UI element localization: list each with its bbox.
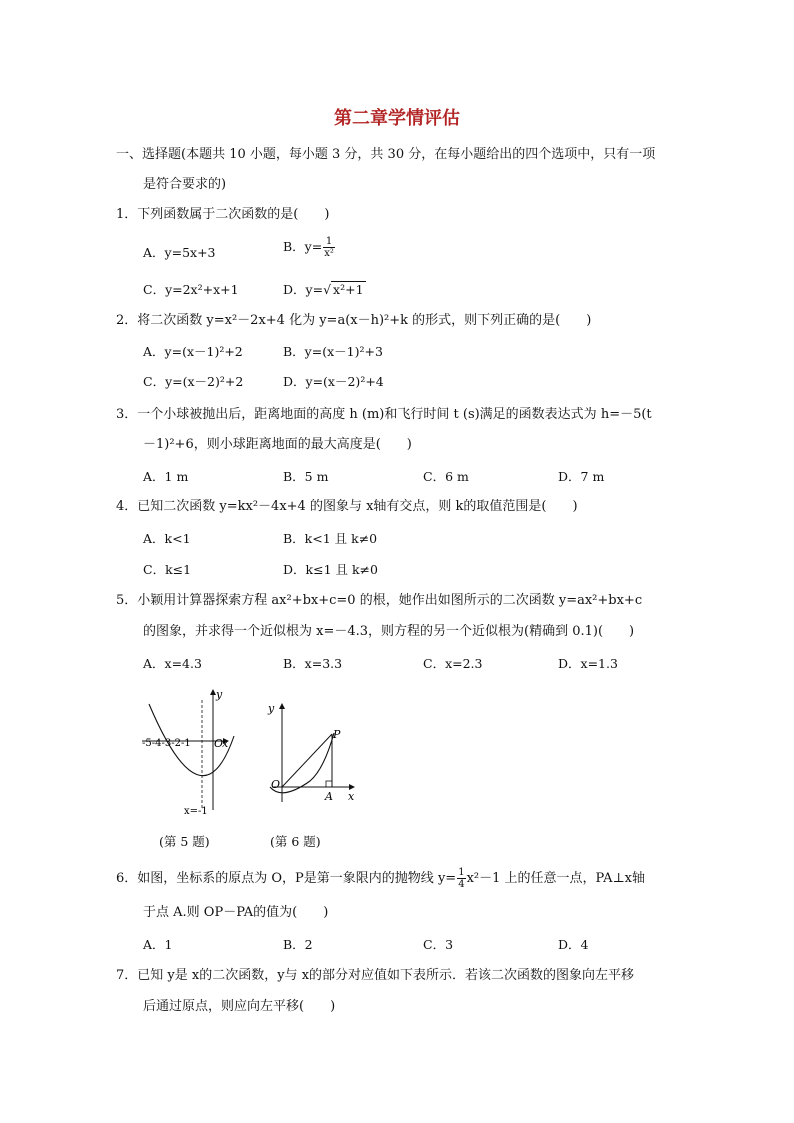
page-title: 第二章学情评估: [334, 108, 460, 129]
q1-option-d-prefix: D．y=: [283, 282, 324, 297]
q5-stem-line2: 的图象，并求得一个近似根为 x=－4.3，则方程的另一个近似根为(精确到 0.1)( ): [143, 624, 635, 639]
q1-option-b-prefix: B．y=: [283, 239, 323, 254]
q6-stem-suffix: x²－1 上的任意一点，PA⊥x轴: [466, 871, 646, 886]
q3-option-b: B．5 m: [283, 469, 329, 484]
q3-option-d: D．7 m: [558, 469, 605, 484]
q1-option-a: A．y=5x+3: [143, 245, 216, 260]
point-p-label: P: [333, 728, 341, 741]
q6-stem-line2: 于点 A.则 OP－PA的值为( ): [143, 905, 329, 920]
q2-option-b: B．y=(x－1)²+3: [283, 344, 383, 359]
q5-option-b: B．x=3.3: [283, 656, 343, 671]
tick-labels: -5-4-3-2-1: [142, 738, 191, 749]
q4-option-c: C．k≤1: [143, 562, 192, 577]
q1-stem: 1．下列函数属于二次函数的是( ): [116, 207, 330, 222]
point-a-label: A: [325, 790, 333, 803]
q3-option-a: A．1 m: [143, 469, 189, 484]
figure-6: [262, 700, 362, 806]
q4-stem: 4．已知二次函数 y=kx²－4x+4 的图象与 x轴有交点，则 k的取值范围是( ): [116, 499, 578, 514]
q4-option-d: D．k≤1 且 k≠0: [283, 562, 378, 577]
figure-6-caption: (第 6 题): [270, 834, 321, 849]
figure-5: [136, 686, 236, 816]
q1-option-d: [283, 281, 366, 299]
axis-of-symmetry-label: x=-1: [184, 806, 208, 816]
q5-stem-line1: 5．小颖用计算器探索方程 ax²+bx+c=0 的根，她作出如图所示的二次函数 y=ax²+bx+c: [116, 593, 643, 608]
fraction-denominator: 4: [458, 879, 465, 890]
q3-stem-line1: 3．一个小球被抛出后，距离地面的高度 h (m)和飞行时间 t (s)满足的函数表达式为 h=－5(t: [116, 407, 652, 422]
q6-stem-line1: [116, 867, 645, 890]
fraction-numerator: 1: [458, 867, 465, 878]
q6-option-b: B．2: [283, 937, 313, 952]
figure-5-caption: (第 5 题): [159, 834, 210, 849]
q1-option-b-fraction: [323, 236, 335, 259]
y-label: y: [216, 688, 223, 701]
q7-stem-line1: 7．已知 y是 x的二次函数，y与 x的部分对应值如下表所示．若该二次函数的图象向左平移: [116, 968, 635, 983]
q6-option-d: D．4: [558, 937, 589, 952]
q4-option-a: A．k<1: [143, 531, 191, 546]
section-heading-cont: 是符合要求的): [143, 177, 227, 192]
section-heading: 一、选择题(本题共 10 小题，每小题 3 分，共 30 分，在每小题给出的四个选项中，只有一项: [116, 147, 656, 162]
x-label: x: [348, 790, 355, 803]
q5-option-a: A．x=4.3: [143, 656, 202, 671]
q6-option-c: C．3: [423, 937, 454, 952]
q1-option-b: [283, 236, 336, 259]
origin-label: O: [214, 737, 224, 750]
q2-option-c: C．y=(x－2)²+2: [143, 374, 244, 389]
right-angle-mark: [326, 781, 332, 787]
q2-stem: 2．将二次函数 y=x²－2x+4 化为 y=a(x－h)²+k 的形式，则下列正确的是( ): [116, 313, 592, 328]
q5-option-c: C．x=2.3: [423, 656, 483, 671]
origin-label: O: [271, 778, 281, 791]
q5-option-d: D．x=1.3: [558, 656, 618, 671]
q7-stem-line2: 后通过原点，则应向左平移( ): [143, 999, 336, 1014]
sqrt-sign: √: [323, 282, 332, 297]
fraction-denominator: x²: [324, 248, 334, 259]
q6-option-a: A．1: [143, 937, 173, 952]
q6-fraction: [457, 867, 465, 890]
q1-option-d-radicand: x²+1: [333, 282, 364, 297]
y-label: y: [268, 702, 275, 715]
q3-option-c: C．6 m: [423, 469, 469, 484]
x-label: x: [222, 737, 229, 750]
q2-option-d: D．y=(x－2)²+4: [283, 374, 384, 389]
q3-stem-line2: －1)²+6，则小球距离地面的最大高度是( ): [143, 437, 412, 452]
q4-option-b: B．k<1 且 k≠0: [283, 531, 378, 546]
q6-stem-prefix: 6．如图，坐标系的原点为 O，P是第一象限内的抛物线 y=: [116, 871, 457, 886]
q1-option-c: C．y=2x²+x+1: [143, 282, 239, 297]
q2-option-a: A．y=(x－1)²+2: [143, 344, 243, 359]
fraction-numerator: 1: [323, 236, 335, 248]
